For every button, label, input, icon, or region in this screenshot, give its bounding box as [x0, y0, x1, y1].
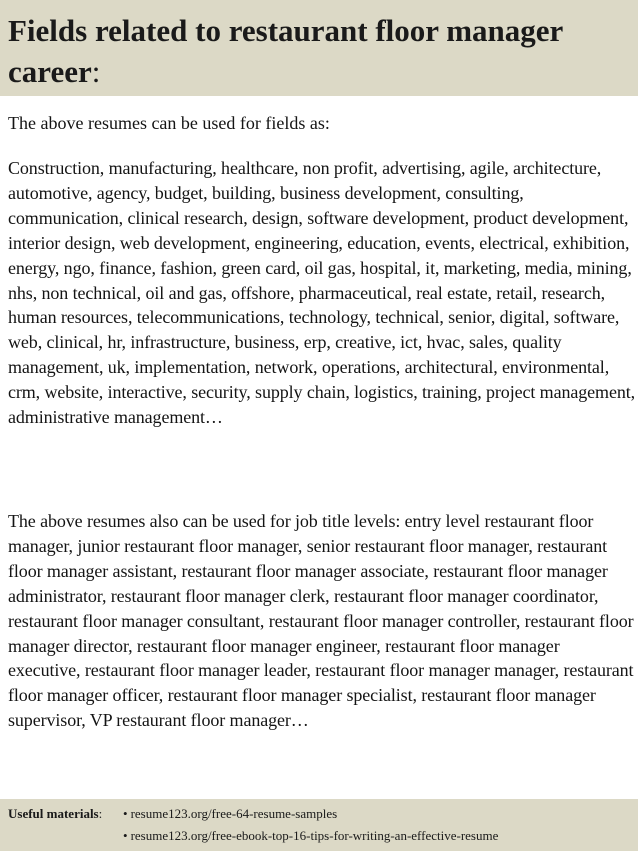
page-title-text: Fields related to restaurant floor manager career	[8, 13, 563, 89]
useful-material-link-text: resume123.org/free-64-resume-samples	[130, 806, 338, 821]
bullet-icon: •	[123, 828, 128, 843]
fields-list: Construction, manufacturing, healthcare, non profit, advertising, agile, architecture, automotive, agency, budget, building, business development, consulting, communication, clinical research, design, software development, product development, interior design, web development, engineering, education, events, electrical, exhibition, energy, ngo, finance, fashion, green card, oil gas, hospital, it, marketing, media, mining, nhs, non technical, oil and gas, offshore, pharmaceutical, real estate, retail, research, human resources, telecommunications, technology, technical, senior, digital, software, web, clinical, hr, infrastructure, business, erp, creative, ict, hvac, sales, quality management, uk, implementation, network, operations, architectural, environmental, crm, website, interactive, security, supply chain, logistics, training, project management, administrative management…	[8, 158, 636, 428]
fields-intro: The above resumes can be used for fields as:	[8, 113, 330, 133]
useful-material-link-text: resume123.org/free-ebook-top-16-tips-for-writing-an-effective-resume	[130, 828, 499, 843]
useful-material-link-ebook[interactable]	[123, 828, 498, 844]
page-title-colon: :	[91, 54, 101, 89]
bullet-icon: •	[123, 806, 128, 821]
job-title-levels: The above resumes also can be used for job title levels: entry level restaurant floor manager, junior restaurant floor manager, senior restaurant floor manager, restaurant floor manager assistant, restaurant floor manager associate, restaurant floor manager administrator, restaurant floor manager clerk, restaurant floor manager coordinator, restaurant floor manager consultant, restaurant floor manager controller, restaurant floor manager director, restaurant floor manager engineer, restaurant floor manager executive, restaurant floor manager leader, restaurant floor manager manager, restaurant floor manager officer, restaurant floor manager specialist, restaurant floor manager supervisor, VP restaurant floor manager…	[8, 511, 634, 731]
useful-material-link-resume-samples[interactable]	[123, 806, 337, 822]
useful-materials-label	[8, 806, 102, 822]
useful-materials-label-colon: :	[98, 806, 103, 821]
page-title	[8, 10, 628, 92]
useful-materials-label-text: Useful materials	[8, 806, 99, 821]
